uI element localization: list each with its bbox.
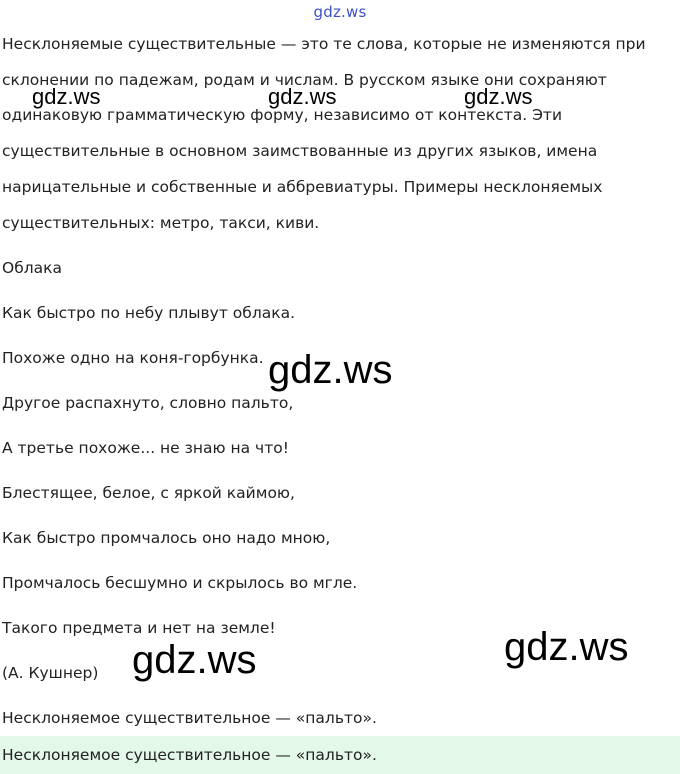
intro-line: одинаковую грамматическую форму, независимо от контекста. Эти bbox=[2, 106, 563, 124]
intro-line: существительных: метро, такси, киви. bbox=[2, 214, 320, 232]
answer-box bbox=[0, 736, 680, 774]
intro-line: нарицательные и собственные и аббревиатуры. Примеры несклоняемых bbox=[2, 178, 603, 196]
watermark: gdz.ws bbox=[504, 625, 629, 669]
poem-line: А третье похоже... не знаю на что! bbox=[2, 439, 289, 457]
watermark: gdz.ws bbox=[464, 84, 533, 109]
site-watermark-top: gdz.ws bbox=[313, 3, 367, 21]
conclusion-text: Несклоняемое существительное — «пальто». bbox=[2, 709, 377, 727]
poem-author: (А. Кушнер) bbox=[2, 664, 99, 682]
poem-line: Похоже одно на коня-горбунка. bbox=[2, 349, 264, 367]
poem-line: Блестящее, белое, с яркой каймою, bbox=[2, 484, 295, 502]
poem-line: Как быстро промчалось оно надо мною, bbox=[2, 529, 331, 547]
watermark: gdz.ws bbox=[32, 84, 101, 109]
watermark: gdz.ws bbox=[132, 638, 257, 682]
intro-line: существительные в основном заимствованные из других языков, имена bbox=[2, 142, 598, 160]
poem-line: Другое распахнуто, словно пальто, bbox=[2, 394, 294, 412]
watermark: gdz.ws bbox=[268, 348, 393, 392]
answer-text: Несклоняемое существительное — «пальто». bbox=[2, 746, 377, 764]
intro-line: склонении по падежам, родам и числам. В русском языке они сохраняют bbox=[2, 71, 607, 89]
poem-line: Промчалось бесшумно и скрылось во мгле. bbox=[2, 574, 358, 592]
watermark: gdz.ws bbox=[268, 84, 337, 109]
poem-line: Такого предмета и нет на земле! bbox=[2, 619, 276, 637]
poem-line: Как быстро по небу плывут облака. bbox=[2, 304, 296, 322]
intro-line: Несклоняемые существительные — это те слова, которые не изменяются при bbox=[2, 35, 646, 53]
poem-title: Облака bbox=[2, 259, 63, 277]
